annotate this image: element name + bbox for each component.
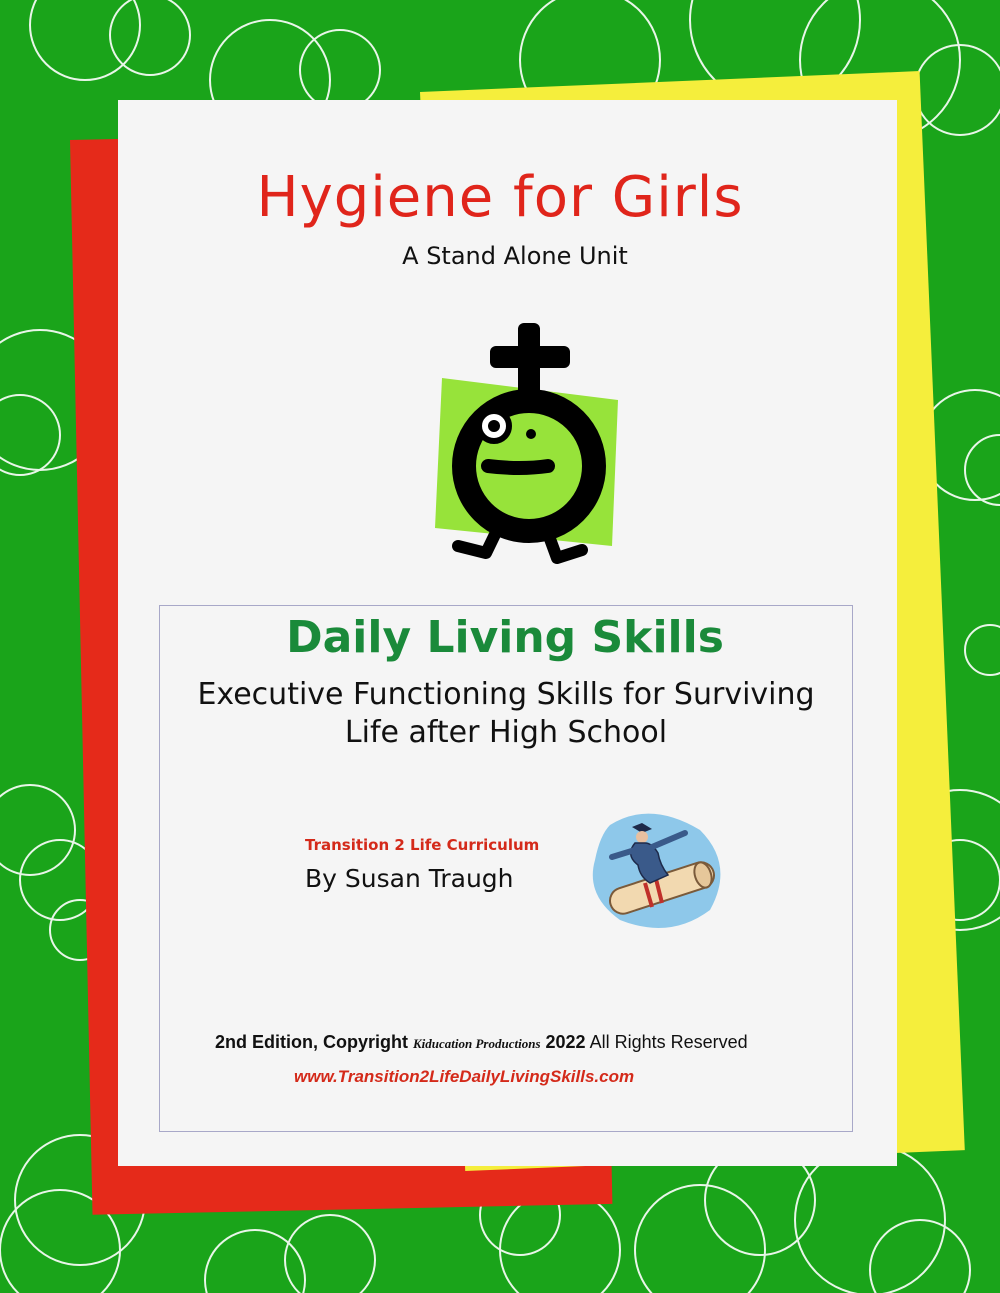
curriculum-label: Transition 2 Life Curriculum: [305, 836, 540, 854]
book-subtitle: A Stand Alone Unit: [402, 242, 628, 270]
copyright-line: [215, 1032, 748, 1053]
female-symbol-character-icon: [430, 318, 630, 578]
copyright-rights: All Rights Reserved: [589, 1032, 748, 1052]
copyright-edition: 2nd Edition, Copyright: [215, 1032, 408, 1052]
copyright-year: 2022: [545, 1032, 586, 1052]
graduate-surfing-diploma-icon: [590, 805, 730, 935]
series-subtitle-line-1: Executive Functioning Skills for Surviving: [197, 677, 815, 712]
copyright-publisher: Kiducation Productions: [413, 1036, 541, 1051]
author-name: By Susan Traugh: [305, 864, 514, 893]
book-title: Hygiene for Girls: [256, 165, 744, 230]
series-title: Daily Living Skills: [286, 612, 724, 663]
series-subtitle-line-2: Life after High School: [344, 715, 668, 750]
series-subtitle: [0, 676, 1000, 752]
website-link[interactable]: www.Transition2LifeDailyLivingSkills.com: [294, 1067, 635, 1086]
